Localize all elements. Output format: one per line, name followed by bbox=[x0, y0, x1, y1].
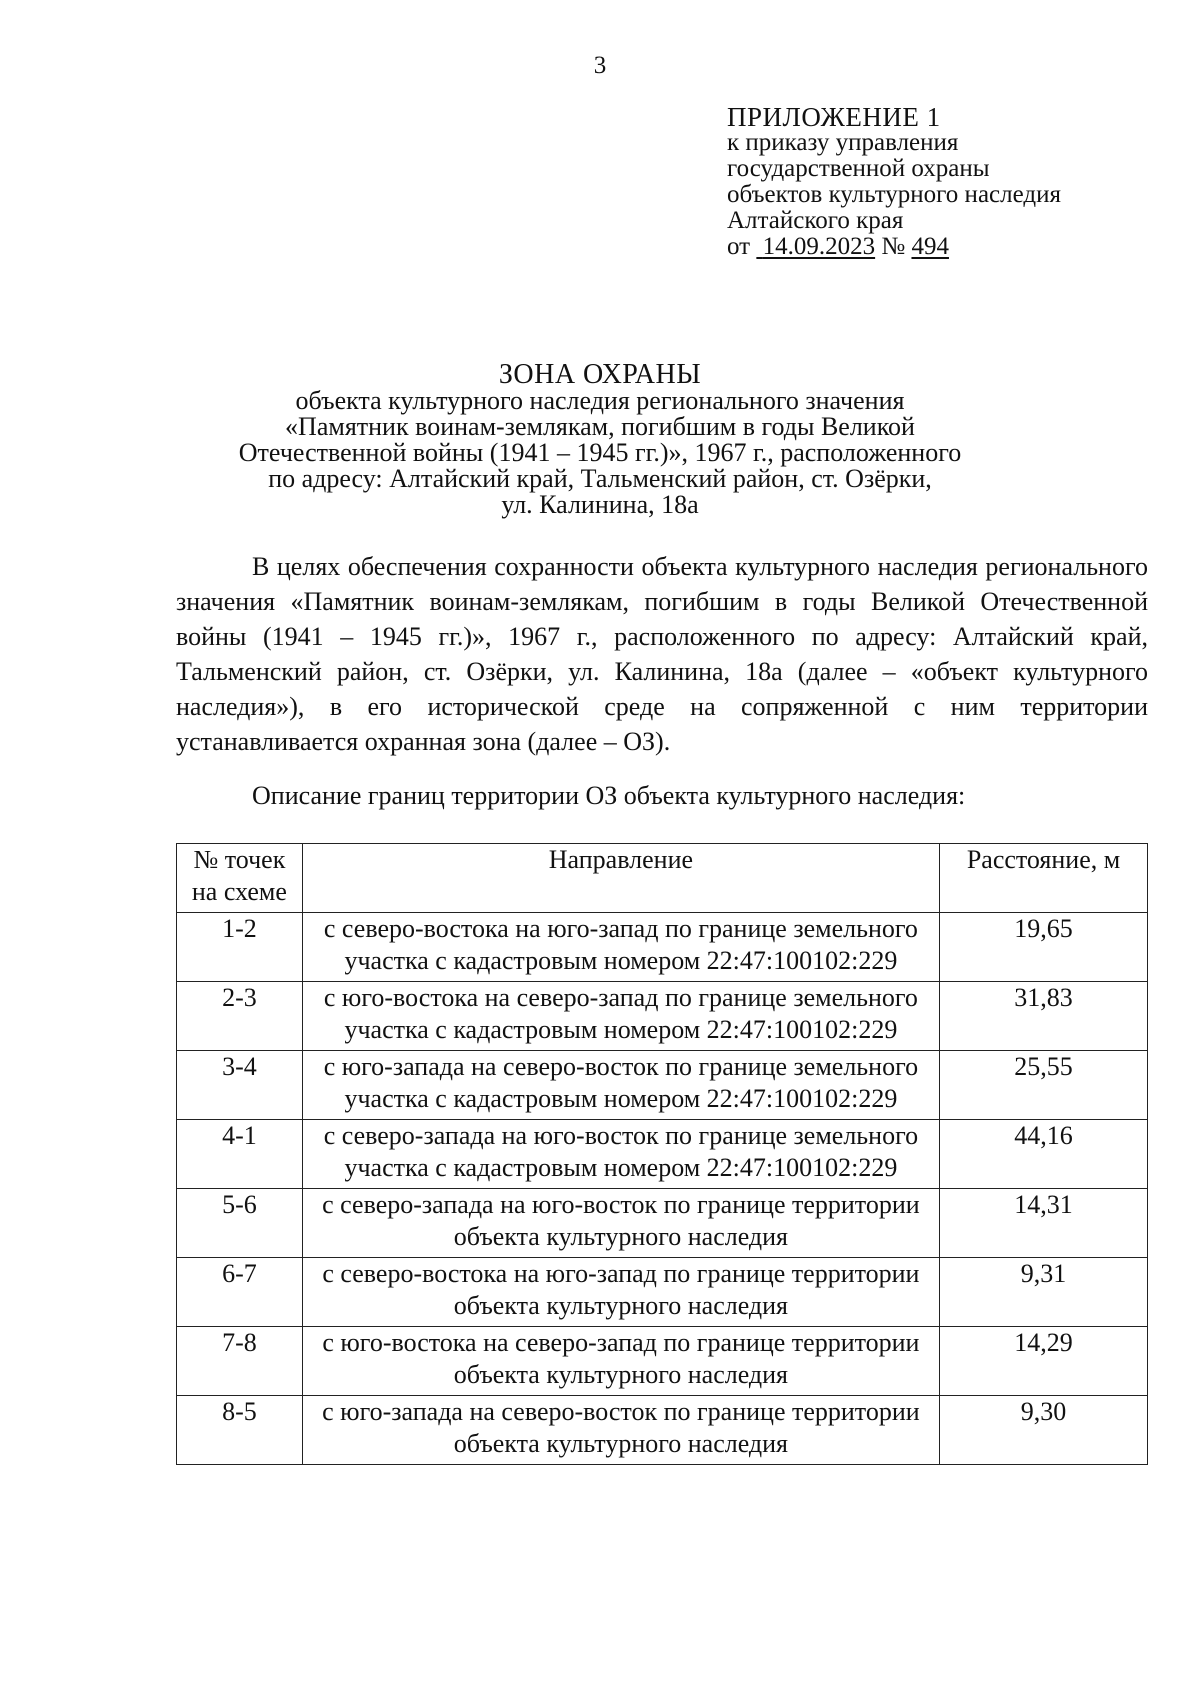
table-row bbox=[177, 1327, 1148, 1396]
document-title: ЗОНА ОХРАНЫ bbox=[498, 359, 702, 390]
number-prefix: № bbox=[881, 233, 906, 260]
body-paragraph: В целях обеспечения сохранности объекта культурного наследия регионального значения «Памятник воинам-землякам, погибшим в годы Великой Отечественной войны (1941 – 1945 гг.)», 1967 г., расположенного по адресу: Алтайский край, Тальменский район, ст. Озёрки, ул. Калинина, 18а (далее – «объект культурного наследия»), в его исторической среде на сопряженной с ним территории устанавливается охранная зона (далее – ОЗ). bbox=[176, 552, 1148, 756]
title-line: «Памятник воинам-землякам, погибшим в годы Великой bbox=[285, 412, 915, 441]
table-row bbox=[177, 1051, 1148, 1120]
row-distance-cell: 9,30 bbox=[940, 1396, 1148, 1465]
row-points-cell: 5-6 bbox=[177, 1189, 303, 1258]
row-distance-cell: 9,31 bbox=[940, 1258, 1148, 1327]
document-title-block bbox=[0, 359, 1200, 519]
table-row bbox=[177, 1189, 1148, 1258]
header-direction: Направление bbox=[302, 844, 939, 913]
row-points-cell: 2-3 bbox=[177, 982, 303, 1051]
table-caption: Описание границ территории ОЗ объекта культурного наследия: bbox=[252, 781, 966, 810]
annex-line: Алтайского края bbox=[727, 207, 904, 234]
annex-line: к приказу управления bbox=[727, 129, 959, 156]
table-row bbox=[177, 1396, 1148, 1465]
annex-line: объектов культурного наследия bbox=[727, 181, 1061, 208]
row-distance-cell: 44,16 bbox=[940, 1120, 1148, 1189]
row-points-cell: 7-8 bbox=[177, 1327, 303, 1396]
page-number: 3 bbox=[593, 52, 607, 79]
header-points: № точек на схеме bbox=[177, 844, 303, 913]
row-direction-cell: с юго-запада на северо-восток по границе земельного участка с кадастровым номером 22:47:100102:229 bbox=[302, 1051, 939, 1120]
row-distance-cell: 31,83 bbox=[940, 982, 1148, 1051]
order-number: 494 bbox=[911, 233, 949, 260]
row-points-cell: 4-1 bbox=[177, 1120, 303, 1189]
date-prefix: от bbox=[727, 233, 751, 260]
table-row bbox=[177, 982, 1148, 1051]
row-points-cell: 8-5 bbox=[177, 1396, 303, 1465]
row-direction-cell: с северо-запада на юго-восток по границе территории объекта культурного наследия bbox=[302, 1189, 939, 1258]
annex-title: ПРИЛОЖЕНИЕ 1 bbox=[727, 102, 941, 132]
row-distance-cell: 14,31 bbox=[940, 1189, 1148, 1258]
title-line: ул. Калинина, 18а bbox=[501, 490, 699, 519]
row-direction-cell: с юго-запада на северо-восток по границе территории объекта культурного наследия bbox=[302, 1396, 939, 1465]
boundaries-table bbox=[176, 843, 1148, 1465]
row-points-cell: 6-7 bbox=[177, 1258, 303, 1327]
title-line: объекта культурного наследия регионального значения bbox=[295, 386, 905, 415]
row-direction-cell: с юго-востока на северо-запад по границе земельного участка с кадастровым номером 22:47:100102:229 bbox=[302, 982, 939, 1051]
table-row bbox=[177, 1258, 1148, 1327]
annex-date-line bbox=[727, 234, 1061, 260]
header-distance: Расстояние, м bbox=[940, 844, 1148, 913]
row-direction-cell: с северо-запада на юго-восток по границе земельного участка с кадастровым номером 22:47:100102:229 bbox=[302, 1120, 939, 1189]
row-direction-cell: с северо-востока на юго-запад по границе территории объекта культурного наследия bbox=[302, 1258, 939, 1327]
row-distance-cell: 25,55 bbox=[940, 1051, 1148, 1120]
row-points-cell: 3-4 bbox=[177, 1051, 303, 1120]
table-header-row bbox=[177, 844, 1148, 913]
row-points-cell: 1-2 bbox=[177, 913, 303, 982]
row-direction-cell: с юго-востока на северо-запад по границе территории объекта культурного наследия bbox=[302, 1327, 939, 1396]
title-line: по адресу: Алтайский край, Тальменский район, ст. Озёрки, bbox=[268, 464, 932, 493]
title-line: Отечественной войны (1941 – 1945 гг.)», 1967 г., расположенного bbox=[238, 438, 962, 467]
annex-block bbox=[727, 104, 1061, 260]
row-distance-cell: 19,65 bbox=[940, 913, 1148, 982]
row-distance-cell: 14,29 bbox=[940, 1327, 1148, 1396]
annex-line: государственной охраны bbox=[727, 155, 990, 182]
order-date: 14.09.2023 bbox=[762, 233, 876, 260]
table-row bbox=[177, 1120, 1148, 1189]
table-row bbox=[177, 913, 1148, 982]
row-direction-cell: с северо-востока на юго-запад по границе земельного участка с кадастровым номером 22:47:100102:229 bbox=[302, 913, 939, 982]
